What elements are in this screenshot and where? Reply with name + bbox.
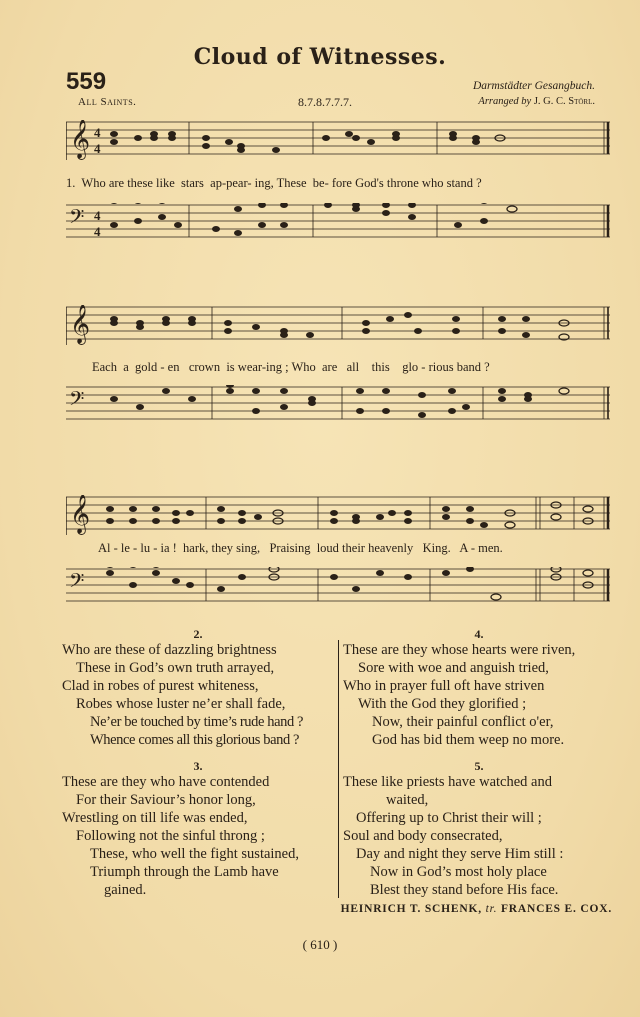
translator-name: FRANCES E. COX. xyxy=(500,903,612,915)
verse-line: Clad in robes of purest whiteness, xyxy=(62,678,259,694)
bass-staff-lines xyxy=(66,567,610,607)
verse-line: Now in God’s most holy place xyxy=(370,864,547,880)
verse-line: These in God’s own truth arrayed, xyxy=(76,660,275,676)
verse-line: For their Saviour’s honor long, xyxy=(76,792,256,808)
arranger-name: J. G. C. Störl. xyxy=(533,96,595,107)
verse-line: Whence comes all this glorious band ? xyxy=(90,732,300,748)
bass-clef-icon: 𝄢 xyxy=(69,387,85,415)
bass-staff-lines xyxy=(66,385,610,425)
verse-line: Who in prayer full oft have striven xyxy=(343,678,545,694)
verse-line: Day and night they serve Him still : xyxy=(356,846,564,862)
translator-label: tr. xyxy=(485,903,498,915)
verse-line: These are they who have contended xyxy=(62,774,270,790)
bass-staff-3 xyxy=(66,567,610,607)
meter: 8.7.8.7.7.7. xyxy=(298,95,352,109)
verse-line: Following not the sinful throng ; xyxy=(76,828,265,844)
page-number: ( 610 ) xyxy=(302,937,338,952)
treble-staff-1 xyxy=(66,120,610,160)
tune-name: All Saints. xyxy=(78,96,137,108)
lyric-line-3: Al - le - lu - ia ! hark, they sing, Praising loud their heavenly King. A - men. xyxy=(98,541,503,555)
verse-line: Sore with woe and anguish tried, xyxy=(358,660,549,676)
verse-line: Robes whose luster ne’er shall fade, xyxy=(76,696,286,712)
verse-number: 3. xyxy=(193,759,203,773)
bass-clef-icon: 𝄢 xyxy=(69,569,85,597)
verse-number: 4. xyxy=(474,627,484,641)
bass-staff-1 xyxy=(66,203,610,243)
verse-line: God has bid them weep no more. xyxy=(372,732,565,748)
arranger-prefix: Arranged by xyxy=(478,96,532,107)
verse-line: These, who well the fight sustained, xyxy=(90,846,299,862)
verse-line: Ne’er be touched by time’s rude hand ? xyxy=(90,714,304,730)
hymn-number: 559 xyxy=(66,68,107,95)
bass-staff-lines xyxy=(66,203,610,243)
verse-line: Soul and body consecrated, xyxy=(343,828,503,844)
treble-staff-lines xyxy=(66,495,610,535)
bass-clef-icon: 𝄢 xyxy=(69,205,85,233)
verse-number: 2. xyxy=(193,627,203,641)
treble-staff-2 xyxy=(66,305,610,345)
verse-line: Wrestling on till life was ended, xyxy=(62,810,248,826)
verse-line: waited, xyxy=(386,792,429,808)
hymn-title: Cloud of Witnesses. xyxy=(193,44,447,70)
verse-line: Now, their painful conflict o'er, xyxy=(372,714,554,730)
treble-clef-icon: 𝄞 xyxy=(70,495,91,534)
treble-staff-3 xyxy=(66,495,610,535)
verse-line: Who are these of dazzling brightness xyxy=(62,642,277,658)
svg-text:4: 4 xyxy=(94,224,101,239)
verse-line: These like priests have watched and xyxy=(343,774,552,790)
treble-staff-lines xyxy=(66,305,610,345)
column-divider xyxy=(338,640,339,898)
source: Darmstädter Gesangbuch. xyxy=(472,80,595,92)
author-credit xyxy=(341,903,612,915)
svg-text:4: 4 xyxy=(94,208,101,223)
treble-staff-lines xyxy=(66,120,610,160)
verse-line: These are they whose hearts were riven, xyxy=(343,642,576,658)
author-name: HEINRICH T. SCHENK, xyxy=(340,903,482,915)
treble-clef-icon: 𝄞 xyxy=(70,120,91,159)
verse-line: gained. xyxy=(104,882,147,898)
svg-text:4: 4 xyxy=(94,141,101,156)
verse-line: Offering up to Christ their will ; xyxy=(356,810,542,826)
verse-line: Blest they stand before His face. xyxy=(370,882,559,898)
lyric-line-1: 1. Who are these like stars ap-pear- ing, These be- fore God's throne who stand ? xyxy=(66,176,482,190)
svg-text:4: 4 xyxy=(94,125,101,140)
verse-line: With the God they glorified ; xyxy=(358,696,527,712)
lyric-line-2: Each a gold - en crown is wear-ing ; Who are all this glo - rious band ? xyxy=(92,360,490,374)
verse-number: 5. xyxy=(474,759,484,773)
arranger xyxy=(478,96,595,107)
verse-line: Triumph through the Lamb have xyxy=(90,864,279,880)
bass-staff-2 xyxy=(66,385,610,425)
treble-clef-icon: 𝄞 xyxy=(70,305,91,344)
